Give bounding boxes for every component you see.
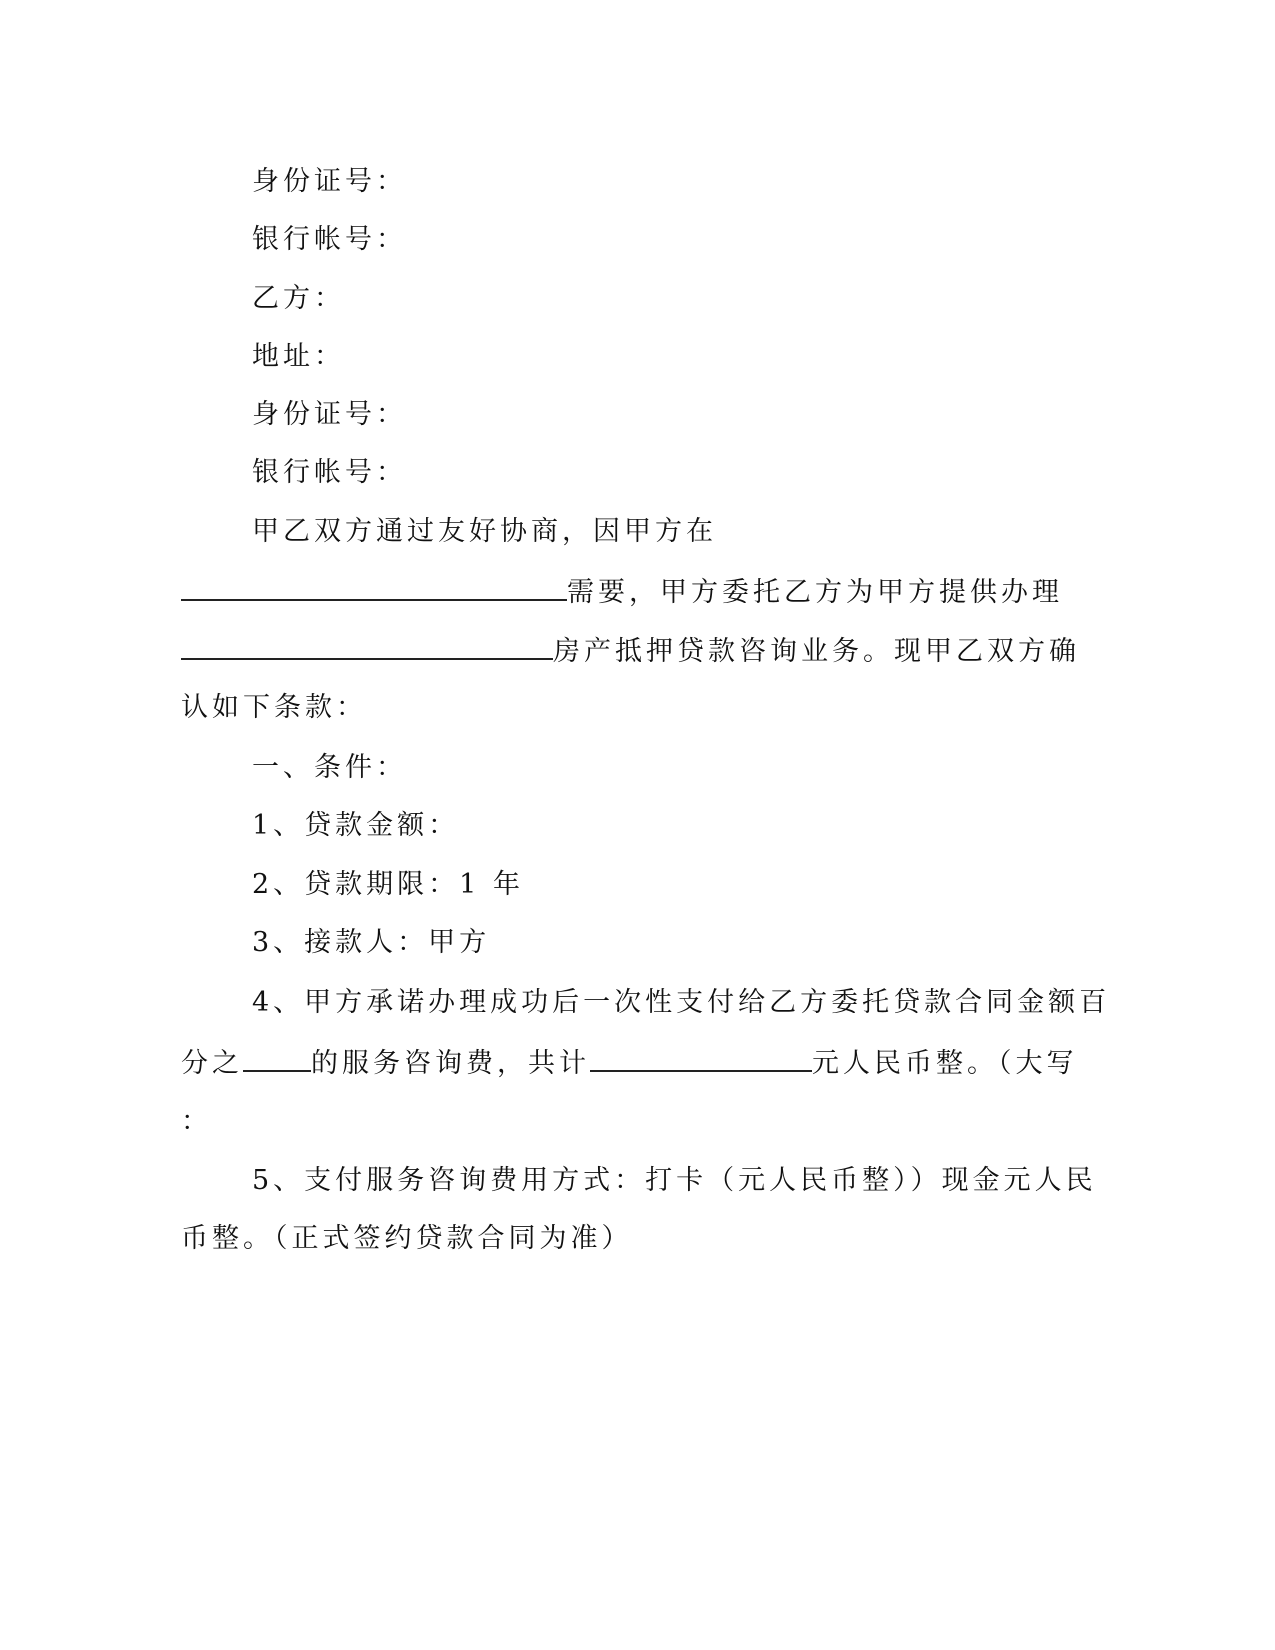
section-heading-conditions: 一、条件： (252, 752, 407, 783)
fee-total-text: 的服务咨询费，共计 (311, 1048, 590, 1079)
party-a-bank-account-label: 银行帐号： (252, 224, 407, 255)
clause-service-fee-continued (181, 1044, 1078, 1082)
purpose-blank (181, 573, 567, 601)
confirm-terms-line: 认如下条款： (181, 692, 367, 723)
fee-total-blank (590, 1044, 812, 1072)
agreement-intro-line: 甲乙双方通过友好协商，因甲方在 (252, 516, 717, 547)
clause-loan-term: 2、贷款期限：1 年 (252, 869, 524, 900)
agreement-service-line (181, 632, 1080, 670)
fee-percent-blank (243, 1044, 311, 1072)
party-b-address-label: 地址： (252, 341, 345, 372)
fee-currency-text: 元人民币整。（大写 (812, 1048, 1078, 1079)
fee-percent-prefix: 分之 (181, 1048, 243, 1079)
clause-loan-recipient: 3、接款人：甲方 (252, 927, 491, 958)
property-blank (181, 632, 553, 660)
clause-loan-amount: 1、贷款金额： (252, 810, 460, 841)
party-b-id-number-label: 身份证号： (252, 399, 407, 430)
clause-service-fee: 4、甲方承诺办理成功后一次性支付给乙方委托贷款合同金额百 (252, 987, 1111, 1018)
clause-payment-method: 5、支付服务咨询费用方式：打卡（元人民币整））现金元人民 (252, 1165, 1097, 1196)
purpose-text: 需要，甲方委托乙方为甲方提供办理 (567, 577, 1063, 608)
service-text: 房产抵押贷款咨询业务。现甲乙双方确 (553, 636, 1080, 667)
party-b-bank-account-label: 银行帐号： (252, 457, 407, 488)
clause-payment-method-continued: 币整。（正式签约贷款合同为准） (181, 1223, 633, 1254)
agreement-purpose-line (181, 573, 1063, 611)
party-b-label: 乙方： (252, 283, 345, 314)
fee-uppercase-colon: ： (181, 1106, 212, 1137)
party-a-id-number-label: 身份证号： (252, 166, 407, 197)
